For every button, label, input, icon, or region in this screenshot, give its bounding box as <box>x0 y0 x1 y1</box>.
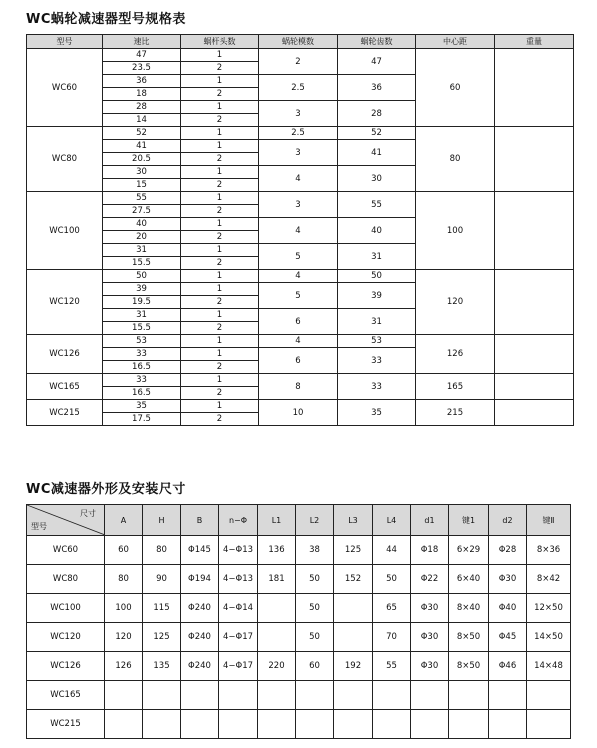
dims-header-row <box>27 505 571 536</box>
ratio-cell: 20 <box>103 231 181 244</box>
ratio-cell: 28 <box>103 101 181 114</box>
weight-cell <box>495 400 574 426</box>
worm-starts-cell: 1 <box>181 400 259 413</box>
teeth-cell: 53 <box>338 335 416 348</box>
center-distance-cell: 165 <box>416 374 495 400</box>
ratio-cell: 39 <box>103 283 181 296</box>
center-distance-cell: 215 <box>416 400 495 426</box>
ratio-cell: 47 <box>103 49 181 62</box>
ratio-cell: 20.5 <box>103 153 181 166</box>
dims-value-cell <box>181 681 219 710</box>
ratio-cell: 50 <box>103 270 181 283</box>
header-teeth: 蜗轮齿数 <box>338 35 416 49</box>
header-L3: L3 <box>334 505 373 536</box>
module-cell: 2.5 <box>259 75 338 101</box>
dims-value-cell: Φ30 <box>411 652 449 681</box>
dims-value-cell <box>334 710 373 739</box>
header-d2: d2 <box>489 505 527 536</box>
weight-cell <box>495 127 574 192</box>
dims-model-cell: WC126 <box>27 652 105 681</box>
model-cell: WC120 <box>27 270 103 335</box>
dims-value-cell: 70 <box>373 623 411 652</box>
header-L1: L1 <box>258 505 296 536</box>
header-A: A <box>105 505 143 536</box>
model-cell: WC80 <box>27 127 103 192</box>
worm-starts-cell: 2 <box>181 361 259 374</box>
ratio-cell: 15.5 <box>103 322 181 335</box>
dims-value-cell <box>143 710 181 739</box>
dims-row <box>27 710 571 739</box>
dims-value-cell: Φ240 <box>181 623 219 652</box>
dims-value-cell: 115 <box>143 594 181 623</box>
dims-table <box>26 504 571 739</box>
spec-row <box>27 127 574 140</box>
dims-value-cell: Φ145 <box>181 536 219 565</box>
model-cell: WC215 <box>27 400 103 426</box>
spec-row <box>27 49 574 62</box>
module-cell: 3 <box>259 140 338 166</box>
ratio-cell: 15.5 <box>103 257 181 270</box>
weight-cell <box>495 192 574 270</box>
teeth-cell: 52 <box>338 127 416 140</box>
dims-value-cell: 8×42 <box>527 565 571 594</box>
dims-value-cell: Φ18 <box>411 536 449 565</box>
teeth-cell: 40 <box>338 218 416 244</box>
header-H: H <box>143 505 181 536</box>
dims-value-cell: 50 <box>296 594 334 623</box>
ratio-cell: 33 <box>103 374 181 387</box>
worm-starts-cell: 2 <box>181 257 259 270</box>
dims-value-cell: 80 <box>143 536 181 565</box>
ratio-cell: 15 <box>103 179 181 192</box>
worm-starts-cell: 2 <box>181 62 259 75</box>
spec-row <box>27 192 574 205</box>
worm-starts-cell: 1 <box>181 348 259 361</box>
worm-starts-cell: 2 <box>181 153 259 166</box>
dims-value-cell: 14×48 <box>527 652 571 681</box>
module-cell: 4 <box>259 270 338 283</box>
worm-starts-cell: 1 <box>181 140 259 153</box>
module-cell: 6 <box>259 309 338 335</box>
ratio-cell: 41 <box>103 140 181 153</box>
dims-value-cell: 100 <box>105 594 143 623</box>
worm-starts-cell: 2 <box>181 205 259 218</box>
ratio-cell: 33 <box>103 348 181 361</box>
dims-row <box>27 681 571 710</box>
ratio-cell: 31 <box>103 244 181 257</box>
dims-row <box>27 536 571 565</box>
teeth-cell: 35 <box>338 400 416 426</box>
dims-value-cell: Φ45 <box>489 623 527 652</box>
teeth-cell: 33 <box>338 374 416 400</box>
dims-value-cell <box>143 681 181 710</box>
module-cell: 5 <box>259 283 338 309</box>
module-cell: 8 <box>259 374 338 400</box>
dims-value-cell: 136 <box>258 536 296 565</box>
module-cell: 4 <box>259 218 338 244</box>
worm-starts-cell: 1 <box>181 374 259 387</box>
dims-model-cell: WC120 <box>27 623 105 652</box>
worm-starts-cell: 1 <box>181 270 259 283</box>
dims-value-cell <box>411 710 449 739</box>
dims-row <box>27 652 571 681</box>
teeth-cell: 31 <box>338 244 416 270</box>
model-cell: WC100 <box>27 192 103 270</box>
header-key1: 键1 <box>449 505 489 536</box>
dims-value-cell <box>258 710 296 739</box>
dims-value-cell: 8×50 <box>449 652 489 681</box>
dims-value-cell <box>258 681 296 710</box>
ratio-cell: 55 <box>103 192 181 205</box>
module-cell: 2 <box>259 49 338 75</box>
module-cell: 10 <box>259 400 338 426</box>
header-worm-starts: 蜗杆头数 <box>181 35 259 49</box>
weight-cell <box>495 374 574 400</box>
module-cell: 3 <box>259 101 338 127</box>
teeth-cell: 55 <box>338 192 416 218</box>
model-cell: WC126 <box>27 335 103 374</box>
center-distance-cell: 80 <box>416 127 495 192</box>
dims-value-cell: 55 <box>373 652 411 681</box>
header-weight: 重量 <box>495 35 574 49</box>
dims-value-cell: 126 <box>105 652 143 681</box>
module-cell: 2.5 <box>259 127 338 140</box>
module-cell: 3 <box>259 192 338 218</box>
worm-starts-cell: 1 <box>181 166 259 179</box>
worm-starts-cell: 1 <box>181 192 259 205</box>
spec-row <box>27 374 574 387</box>
dims-row <box>27 623 571 652</box>
ratio-cell: 16.5 <box>103 361 181 374</box>
dims-value-cell: 125 <box>334 536 373 565</box>
dims-value-cell: 44 <box>373 536 411 565</box>
dims-value-cell <box>334 594 373 623</box>
center-distance-cell: 60 <box>416 49 495 127</box>
dims-row <box>27 594 571 623</box>
dims-value-cell <box>527 710 571 739</box>
dims-value-cell <box>219 710 258 739</box>
ratio-cell: 35 <box>103 400 181 413</box>
dims-value-cell: 50 <box>373 565 411 594</box>
dims-value-cell: 4−Φ13 <box>219 536 258 565</box>
dims-value-cell: Φ194 <box>181 565 219 594</box>
dims-value-cell: 135 <box>143 652 181 681</box>
ratio-cell: 40 <box>103 218 181 231</box>
teeth-cell: 28 <box>338 101 416 127</box>
dims-value-cell: 192 <box>334 652 373 681</box>
worm-starts-cell: 2 <box>181 179 259 192</box>
teeth-cell: 31 <box>338 309 416 335</box>
spec-row <box>27 400 574 413</box>
dims-value-cell: 8×50 <box>449 623 489 652</box>
ratio-cell: 30 <box>103 166 181 179</box>
dims-value-cell <box>258 623 296 652</box>
dims-model-cell: WC80 <box>27 565 105 594</box>
worm-starts-cell: 2 <box>181 88 259 101</box>
header-ratio: 速比 <box>103 35 181 49</box>
spec-row <box>27 335 574 348</box>
worm-starts-cell: 2 <box>181 413 259 426</box>
dims-value-cell: Φ240 <box>181 652 219 681</box>
dims-value-cell: 4−Φ13 <box>219 565 258 594</box>
dims-value-cell <box>334 623 373 652</box>
dims-model-cell: WC100 <box>27 594 105 623</box>
header-key2: 键Ⅱ <box>527 505 571 536</box>
spec-table-title: WC蜗轮减速器型号规格表 <box>26 12 186 27</box>
worm-starts-cell: 1 <box>181 49 259 62</box>
ratio-cell: 19.5 <box>103 296 181 309</box>
dims-value-cell: 220 <box>258 652 296 681</box>
header-L4: L4 <box>373 505 411 536</box>
dims-value-cell <box>105 681 143 710</box>
ratio-cell: 52 <box>103 127 181 140</box>
dims-value-cell: 50 <box>296 623 334 652</box>
worm-starts-cell: 1 <box>181 101 259 114</box>
weight-cell <box>495 335 574 374</box>
module-cell: 4 <box>259 335 338 348</box>
dims-value-cell <box>373 710 411 739</box>
worm-starts-cell: 1 <box>181 127 259 140</box>
teeth-cell: 47 <box>338 49 416 75</box>
ratio-cell: 31 <box>103 309 181 322</box>
weight-cell <box>495 270 574 335</box>
worm-starts-cell: 2 <box>181 387 259 400</box>
teeth-cell: 36 <box>338 75 416 101</box>
module-cell: 6 <box>259 348 338 374</box>
center-distance-cell: 126 <box>416 335 495 374</box>
header-B: B <box>181 505 219 536</box>
dims-value-cell: Φ40 <box>489 594 527 623</box>
ratio-cell: 16.5 <box>103 387 181 400</box>
dims-value-cell: 50 <box>296 565 334 594</box>
header-model: 型号 <box>27 35 103 49</box>
worm-starts-cell: 1 <box>181 283 259 296</box>
ratio-cell: 27.5 <box>103 205 181 218</box>
teeth-cell: 50 <box>338 270 416 283</box>
dims-value-cell: 120 <box>105 623 143 652</box>
worm-starts-cell: 1 <box>181 218 259 231</box>
dims-value-cell: 6×40 <box>449 565 489 594</box>
header-d1: d1 <box>411 505 449 536</box>
module-cell: 5 <box>259 244 338 270</box>
dims-value-cell <box>296 710 334 739</box>
dims-table-title: WC减速器外形及安装尺寸 <box>26 482 186 497</box>
dims-value-cell <box>296 681 334 710</box>
dims-value-cell: 65 <box>373 594 411 623</box>
dims-value-cell <box>373 681 411 710</box>
worm-starts-cell: 2 <box>181 296 259 309</box>
dims-value-cell: 12×50 <box>527 594 571 623</box>
dims-value-cell: 4−Φ17 <box>219 623 258 652</box>
header-center-distance: 中心距 <box>416 35 495 49</box>
worm-starts-cell: 1 <box>181 309 259 322</box>
dims-value-cell <box>219 681 258 710</box>
dims-value-cell: 181 <box>258 565 296 594</box>
dims-value-cell <box>449 681 489 710</box>
dims-value-cell <box>105 710 143 739</box>
dims-value-cell <box>258 594 296 623</box>
dims-value-cell: 4−Φ17 <box>219 652 258 681</box>
spec-header-row <box>27 35 574 49</box>
worm-starts-cell: 2 <box>181 322 259 335</box>
dims-model-cell: WC165 <box>27 681 105 710</box>
spec-table <box>26 34 574 426</box>
spec-row <box>27 270 574 283</box>
dims-value-cell <box>489 681 527 710</box>
dims-row <box>27 565 571 594</box>
teeth-cell: 33 <box>338 348 416 374</box>
ratio-cell: 53 <box>103 335 181 348</box>
dims-value-cell <box>181 710 219 739</box>
corner-label-model: 型号 <box>31 522 47 531</box>
teeth-cell: 30 <box>338 166 416 192</box>
worm-starts-cell: 1 <box>181 244 259 257</box>
dims-value-cell: Φ46 <box>489 652 527 681</box>
dims-value-cell: Φ30 <box>411 594 449 623</box>
model-cell: WC60 <box>27 49 103 127</box>
dims-model-cell: WC215 <box>27 710 105 739</box>
dims-value-cell: 8×36 <box>527 536 571 565</box>
header-module: 蜗轮模数 <box>259 35 338 49</box>
dims-value-cell: 14×50 <box>527 623 571 652</box>
dims-value-cell: Φ30 <box>489 565 527 594</box>
dims-value-cell <box>527 681 571 710</box>
center-distance-cell: 120 <box>416 270 495 335</box>
dims-model-cell: WC60 <box>27 536 105 565</box>
ratio-cell: 36 <box>103 75 181 88</box>
dims-value-cell: 90 <box>143 565 181 594</box>
dims-value-cell: 38 <box>296 536 334 565</box>
header-L2: L2 <box>296 505 334 536</box>
ratio-cell: 18 <box>103 88 181 101</box>
dims-value-cell: 80 <box>105 565 143 594</box>
teeth-cell: 39 <box>338 283 416 309</box>
dims-value-cell: 60 <box>296 652 334 681</box>
center-distance-cell: 100 <box>416 192 495 270</box>
corner-label-dimension: 尺寸 <box>80 509 96 518</box>
teeth-cell: 41 <box>338 140 416 166</box>
dims-value-cell: 125 <box>143 623 181 652</box>
model-cell: WC165 <box>27 374 103 400</box>
header-n-phi: n−Φ <box>219 505 258 536</box>
dims-value-cell: Φ28 <box>489 536 527 565</box>
dims-value-cell: 60 <box>105 536 143 565</box>
ratio-cell: 14 <box>103 114 181 127</box>
worm-starts-cell: 2 <box>181 114 259 127</box>
dims-value-cell: Φ22 <box>411 565 449 594</box>
dims-value-cell: Φ240 <box>181 594 219 623</box>
worm-starts-cell: 1 <box>181 75 259 88</box>
dims-value-cell: 4−Φ14 <box>219 594 258 623</box>
ratio-cell: 23.5 <box>103 62 181 75</box>
weight-cell <box>495 49 574 127</box>
dims-value-cell: Φ30 <box>411 623 449 652</box>
worm-starts-cell: 1 <box>181 335 259 348</box>
ratio-cell: 17.5 <box>103 413 181 426</box>
dims-value-cell: 152 <box>334 565 373 594</box>
dims-value-cell <box>489 710 527 739</box>
dims-value-cell <box>449 710 489 739</box>
module-cell: 4 <box>259 166 338 192</box>
dims-value-cell: 6×29 <box>449 536 489 565</box>
dims-value-cell <box>334 681 373 710</box>
dims-value-cell: 8×40 <box>449 594 489 623</box>
dims-value-cell <box>411 681 449 710</box>
worm-starts-cell: 2 <box>181 231 259 244</box>
dims-corner-cell <box>27 505 105 536</box>
